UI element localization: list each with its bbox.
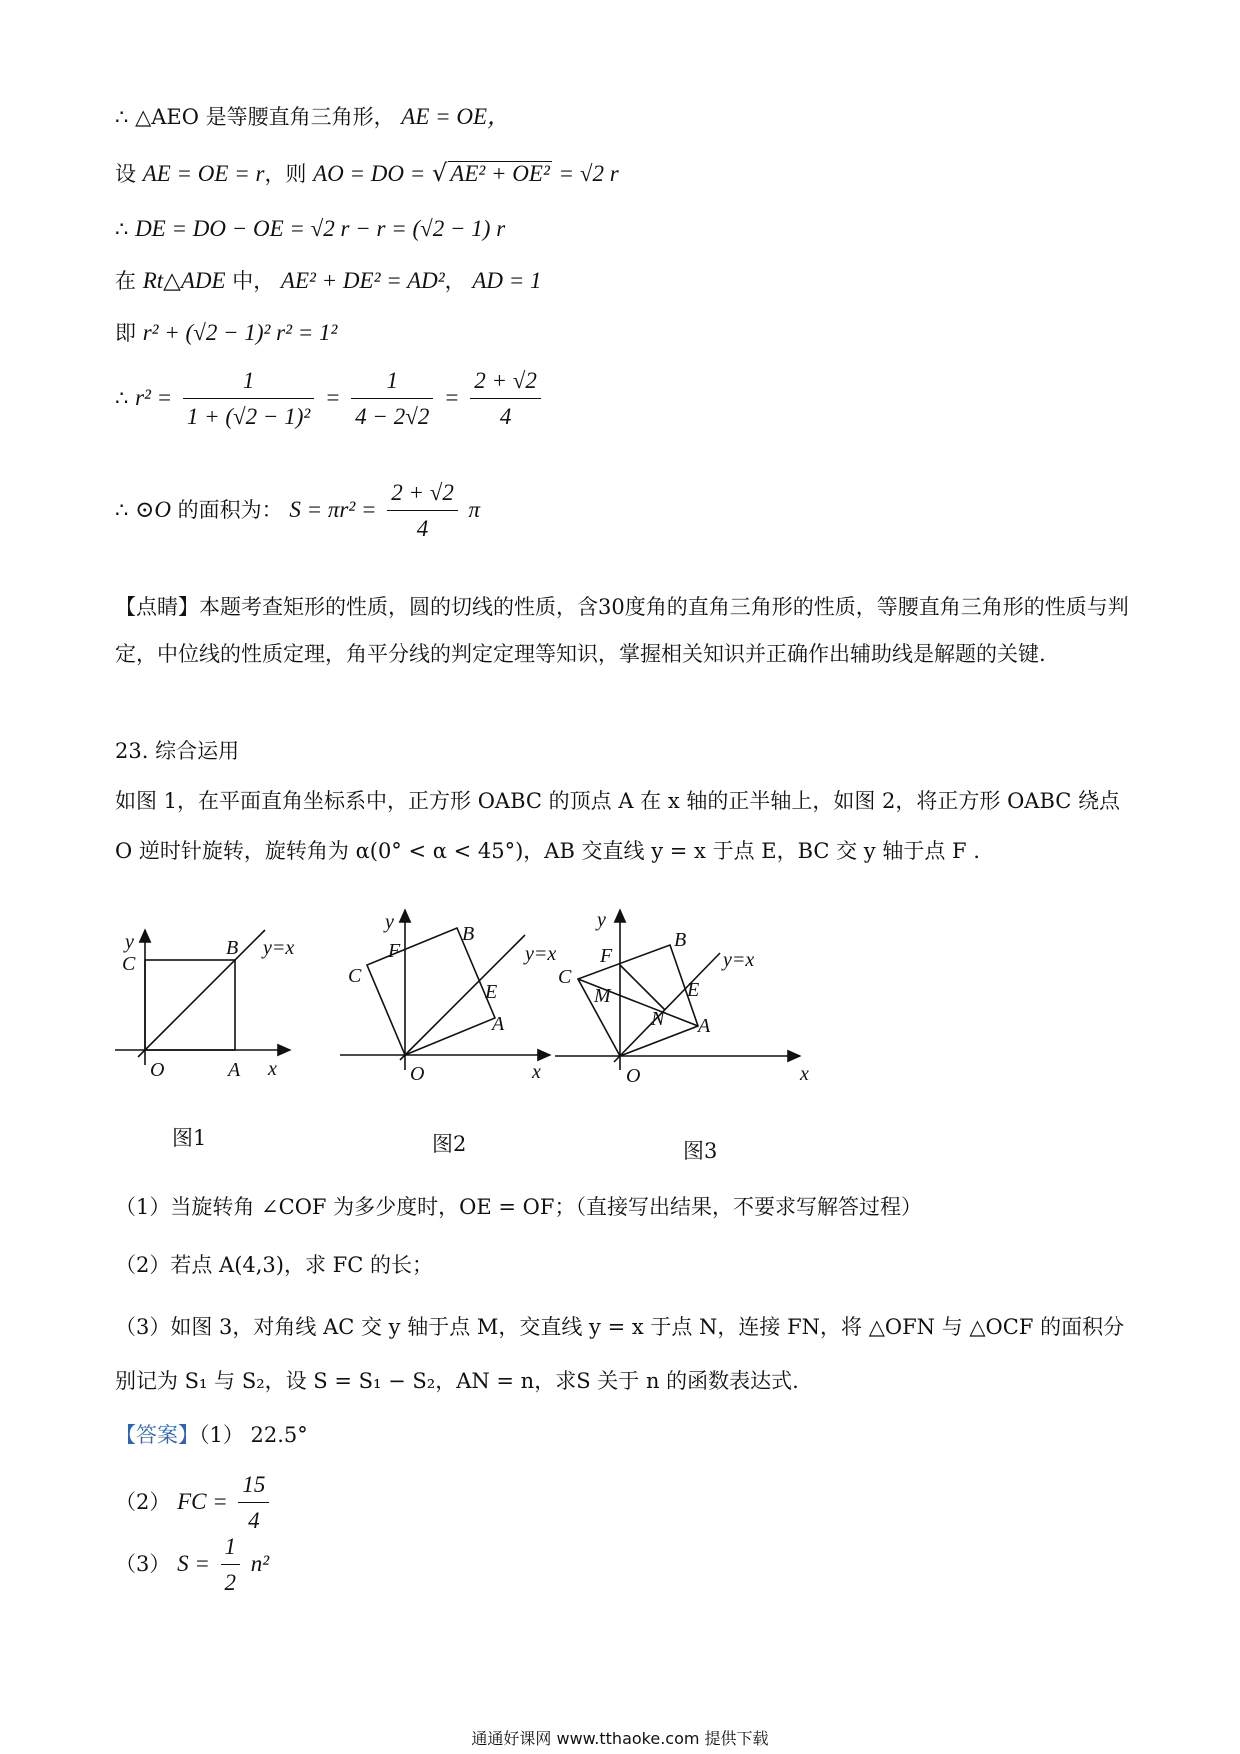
problem-title: 23. 综合运用 [115,739,240,763]
page-footer: 通通好课网 www.tthaoke.com 提供下载 [471,1729,769,1748]
denominator: 2 [224,1570,237,1595]
equation: FC = [177,1489,228,1514]
question-3: （3）如图 3，对角线 AC 交 y 轴于点 M，交直线 y = x 于点 N，连接 FN，将 △OFN 与 △OCF 的面积分别记为 S₁ 与 S₂，设 S = S₁ − S₂，AN = n，求S 关于 n 的函数表达式. [115,1315,1125,1393]
f1-label-o: O [150,1059,165,1081]
solution-line-4 [115,266,542,296]
equation: = √2 r [558,161,619,186]
fraction [387,478,458,545]
f2-label-line: y=x [525,943,557,965]
solution-text: 即 [115,321,136,345]
figure-1-caption: 图1 [172,1126,207,1150]
f3-label-o: O [626,1065,641,1087]
radicand: AE² + OE² [450,161,550,186]
equation: S = [177,1551,210,1576]
f1-label-y: y [125,931,134,953]
equation: AO = DO = [313,161,426,186]
solution-line-3 [115,214,505,244]
numerator: 15 [238,1470,269,1503]
equation: r² + (√2 − 1)² r² = 1² [142,320,338,345]
solution-line-6 [115,366,545,433]
answer-3-prefix: （3） [115,1552,171,1576]
f3-label-line: y=x [723,949,755,971]
numerator: 2 + √2 [387,478,458,511]
segment-fn [620,965,665,1010]
solution-text: 设 [115,162,136,186]
radical-sign: √ [431,159,448,187]
therefore-symbol: ∴ [115,217,129,241]
fraction [351,366,433,433]
f3-label-a: A [698,1015,711,1037]
f1-label-c: C [122,953,136,975]
answer-2 [115,1470,273,1537]
answer-1-text: （1） 22.5° [199,1423,308,1447]
f2-label-b: B [462,923,475,945]
equation: DE = DO − OE = √2 r − r = (√2 − 1) r [135,216,506,241]
problem-stem [115,776,1135,876]
equation: AE = OE， [401,104,511,129]
equation: AE = OE = r [142,161,265,186]
comment-paragraph [115,584,1135,678]
solution-text: △AEO 是等腰直角三角形， [135,105,395,129]
figure-2-caption: 图2 [432,1132,467,1156]
triangle-name: Rt△ADE [142,268,226,293]
equation: AE² + DE² = AD² [280,268,445,293]
f2-label-e: E [485,981,498,1003]
f3-label-b: B [674,929,687,951]
numerator: 1 [221,1532,241,1565]
comment-tag: 【点睛】 [115,595,199,619]
f1-label-x: x [268,1058,277,1080]
problem-stem-text: 如图 1，在平面直角坐标系中，正方形 OABC 的顶点 A 在 x 轴的正半轴上，如图 2，将正方形 OABC 绕点 O 逆时针旋转，旋转角为 α(0° < α < 45°)，AB 交直线 y = x 于点 E，BC 交 y 轴于点 F . [115,789,1121,863]
f3-label-m: M [594,985,611,1007]
square-oabc [367,928,498,1055]
solution-text: 的面积为： [177,498,283,522]
numerator: 1 [183,366,314,399]
answer-2-prefix: （2） [115,1490,171,1514]
numerator: 2 + √2 [470,366,541,399]
equation: n² [250,1551,270,1576]
question-2: （2）若点 A(4,3)，求 FC 的长； [115,1253,433,1277]
fraction [183,366,314,433]
denominator: 4 [248,1508,260,1533]
equals-sign: = [444,385,460,410]
f3-label-e: E [687,979,700,1001]
denominator: 1 + (√2 − 1)² [186,404,311,429]
question-1: （1）当旋转角 ∠COF 为多少度时，OE = OF；（直接写出结果，不要求写解答过程） [115,1195,922,1219]
f2-label-a: A [492,1013,505,1035]
figure-2 [340,910,550,1070]
solution-line-7 [115,478,480,545]
f1-label-line: y=x [263,937,295,959]
f1-label-b: B [226,937,239,959]
fraction [470,366,541,433]
circle-name: ⊙O [135,497,171,522]
answer-1 [115,1420,308,1450]
f3-label-y: y [597,909,606,931]
denominator: 4 − 2√2 [355,404,430,429]
fraction [221,1532,241,1599]
therefore-symbol: ∴ [115,105,129,129]
solution-text: ，则 [264,162,307,186]
numerator: 1 [351,366,433,399]
line-y-eq-x [400,935,525,1060]
equation: r² = [135,385,173,410]
f3-label-n: N [651,1008,665,1030]
answer-3 [115,1532,269,1599]
comment-text: 本题考查矩形的性质，圆的切线的性质，含30度角的直角三角形的性质，等腰直角三角形的性质与判定，中位线的性质定理，角平分线的判定定理等知识，掌握相关知识并正确作出辅助线是解题的关键. [115,595,1129,666]
f2-label-y: y [385,911,394,933]
denominator: 4 [499,404,512,429]
equation: AD = 1 [472,268,542,293]
pi-symbol: π [468,497,481,522]
figures-svg [100,890,980,1100]
solution-line-5 [115,318,337,348]
therefore-symbol: ∴ [115,498,129,522]
solution-text: 在 [115,269,136,293]
f2-label-x: x [532,1061,541,1083]
solution-line-1 [115,102,510,132]
problem-number [115,728,1135,775]
therefore-symbol: ∴ [115,386,129,410]
f3-label-x: x [800,1063,809,1085]
solution-text: 中， [232,269,275,293]
answer-tag: 【答案】 [115,1423,199,1447]
figure-3-caption: 图3 [683,1139,718,1163]
equation: S = πr² = [289,497,377,522]
equals-sign: = [324,385,341,410]
fraction [238,1470,269,1537]
f2-label-c: C [348,965,362,987]
f2-label-o: O [410,1063,425,1085]
solution-line-2 [115,158,619,189]
denominator: 4 [416,516,429,541]
line-y-eq-x [614,953,720,1062]
f3-label-f: F [600,945,613,967]
f2-label-f: F [388,940,401,962]
f1-label-a: A [228,1059,241,1081]
f3-label-c: C [558,966,572,988]
separator: ， [444,269,466,293]
line-y-eq-x [138,930,265,1057]
